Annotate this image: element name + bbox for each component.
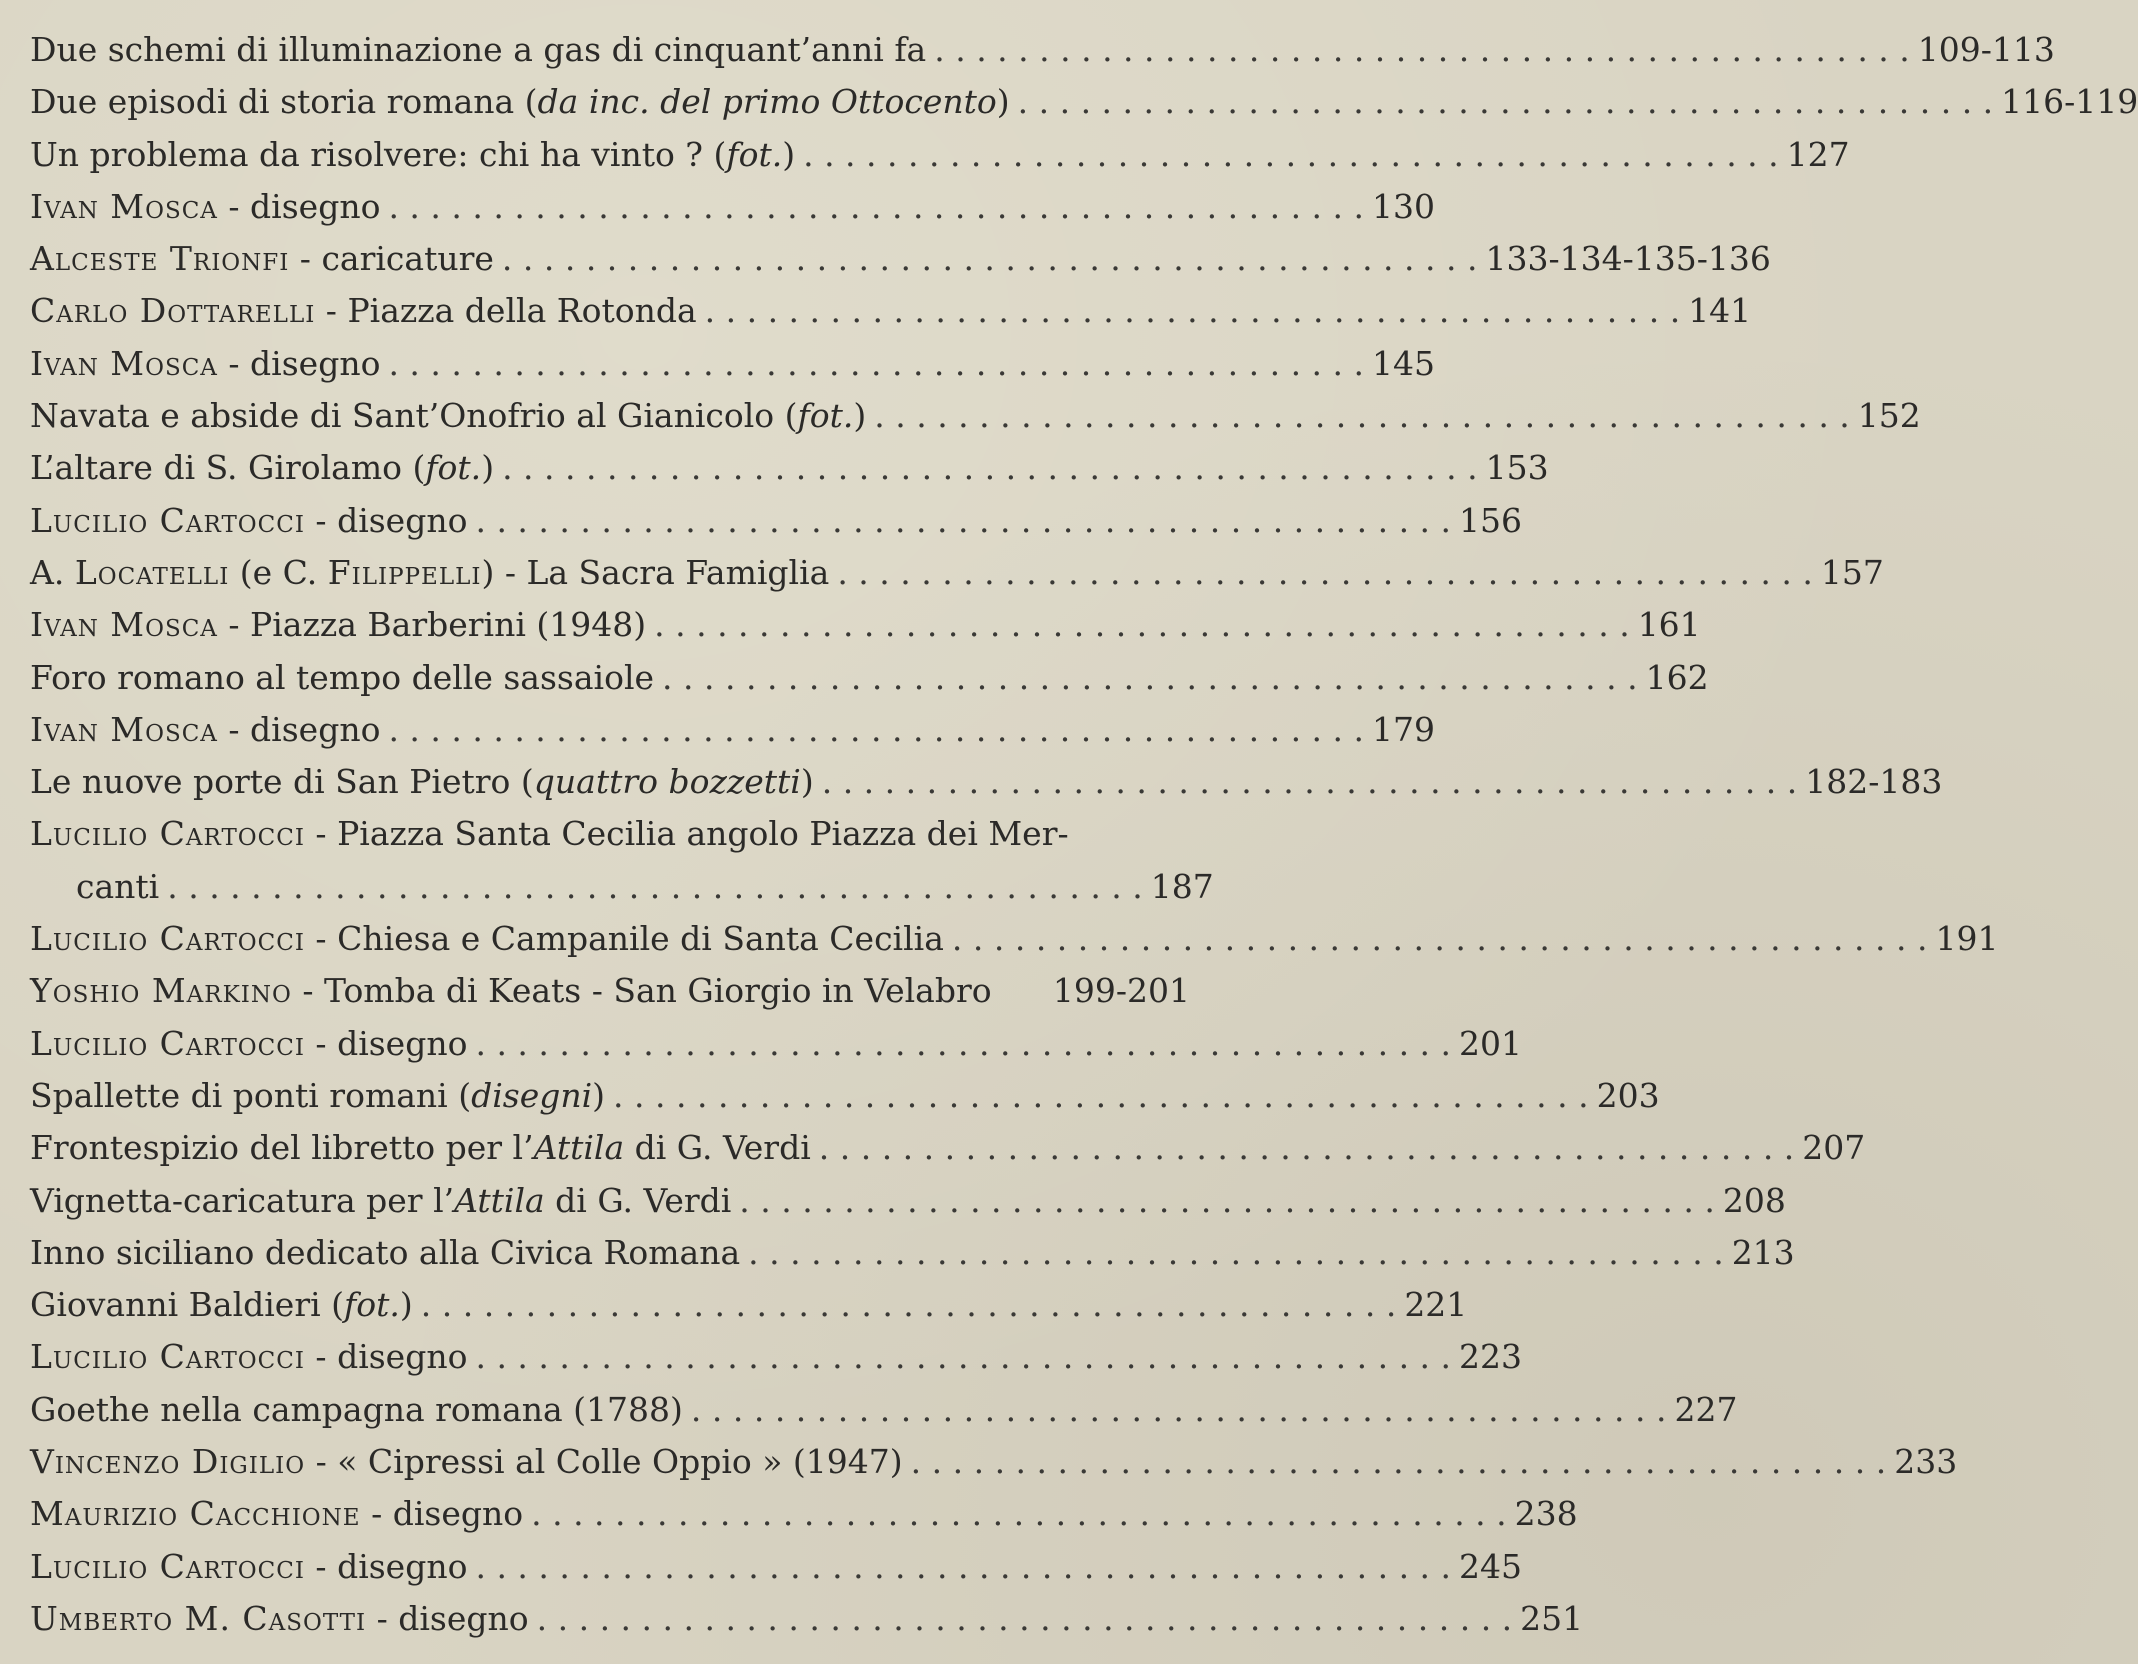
title-text: ) xyxy=(996,82,1010,122)
title-text: Vignetta-caricatura per l’ xyxy=(30,1180,455,1220)
page-number: 141 xyxy=(1688,291,1752,331)
author-name: Ivan Mosca xyxy=(30,605,218,645)
page-number: 109-113 xyxy=(1917,30,2055,69)
page-number: 157 xyxy=(1820,552,1884,592)
italic-text: fot. xyxy=(344,1285,400,1325)
title-text: - disegno xyxy=(217,343,381,383)
title-text: Inno siciliano dedicato alla Civica Romana xyxy=(30,1232,741,1272)
dot-leader: . . . . . . . . . . . . . . . . . . . . . . . . . . . . . . . . . . . . . . . . . . . . . . . xyxy=(662,657,1638,697)
title-text: Spallette di ponti romani ( xyxy=(30,1075,472,1115)
toc-entry xyxy=(30,442,1549,494)
page-number: 162 xyxy=(1645,657,1709,697)
page-number: 238 xyxy=(1514,1494,1578,1534)
entry-title xyxy=(30,1331,467,1383)
page-number: 153 xyxy=(1485,448,1549,488)
toc-entry xyxy=(30,1593,1584,1645)
toc-entry xyxy=(30,1541,1523,1593)
italic-text: quattro bozzetti xyxy=(533,762,801,802)
author-name: Lucilio Cartocci xyxy=(30,814,305,854)
title-text: canti xyxy=(76,866,160,906)
entry-title xyxy=(30,24,926,76)
title-text: - disegno xyxy=(366,1598,529,1638)
page-number: 116-119 xyxy=(2001,82,2138,122)
entry-title xyxy=(30,652,654,704)
italic-text: Attila xyxy=(533,1128,625,1168)
page-number: 251 xyxy=(1520,1598,1584,1638)
toc-entry xyxy=(30,285,1752,337)
title-text: (e C. xyxy=(229,552,328,592)
entry-title xyxy=(30,1070,605,1122)
toc-entry xyxy=(30,1175,1786,1227)
title-text: L’altare di S. Girolamo ( xyxy=(30,448,426,488)
dot-leader: . . . . . . . . . . . . . . . . . . . . . . . . . . . . . . . . . . . . . . . . . . . . . . . xyxy=(690,1389,1667,1429)
entry-title xyxy=(30,495,467,547)
title-text: ) xyxy=(800,762,814,802)
author-name: Yoshio Markino xyxy=(30,971,292,1011)
dot-leader: . . . . . . . . . . . . . . . . . . . . . . . . . . . . . . . . . . . . . . . . . . . . . . . xyxy=(531,1494,1507,1534)
author-name: Lucilio Cartocci xyxy=(30,919,305,959)
title-text: - disegno xyxy=(304,1023,468,1063)
author-name: Umberto M. Casotti xyxy=(30,1598,367,1638)
page-number: 223 xyxy=(1459,1337,1523,1377)
page-number: 156 xyxy=(1459,500,1523,540)
title-text: ) xyxy=(782,134,796,174)
author-name: Filippelli xyxy=(327,552,482,592)
author-name: Lucilio Cartocci xyxy=(30,1546,305,1586)
title-text: - disegno xyxy=(217,186,381,226)
toc-entry xyxy=(30,129,1850,181)
title-text: - caricature xyxy=(289,239,494,279)
dot-leader: . . . . . . . . . . . . . . . . . . . . . . . . . . . . . . . . . . . . . . . . . . . . . . . xyxy=(613,1075,1589,1115)
entry-title xyxy=(30,913,944,965)
dot-leader: . . . . . . . . . . . . . . . . . . . . . . . . . . . . . . . . . . . . . . . . . . . . . . . xyxy=(654,605,1630,645)
toc-entry xyxy=(30,233,1771,285)
author-name: Maurizio Cacchione xyxy=(30,1494,361,1534)
entry-title xyxy=(30,808,1069,860)
entry-title xyxy=(30,285,697,337)
title-text: Goethe nella campagna romana (1788) xyxy=(30,1389,683,1429)
toc-entry xyxy=(30,1227,1795,1279)
italic-text: fot. xyxy=(797,396,854,436)
italic-text: Attila xyxy=(454,1180,545,1220)
page-number: 201 xyxy=(1459,1023,1523,1063)
title-text: Due episodi di storia romana ( xyxy=(30,82,538,122)
page-number: 133-134-135-136 xyxy=(1485,239,1771,279)
title-text: - disegno xyxy=(304,500,468,540)
dot-leader: . . . . . . . . . . . . . . . . . . . . . . . . . . . . . . . . . . . . . . . . . . . . . . . xyxy=(475,1546,1452,1586)
entry-title xyxy=(30,233,494,285)
title-text: - disegno xyxy=(304,1337,468,1377)
author-name: Ivan Mosca xyxy=(30,343,218,383)
dot-leader: . . . . . . . . . . . . . . . . . . . . . . . . . . . . . . . . . . . . . . . . . . . . . . . xyxy=(420,1285,1397,1325)
page-number: 179 xyxy=(1372,709,1435,749)
title-text: ) - La Sacra Famiglia xyxy=(481,552,830,592)
toc-entry xyxy=(30,24,2055,76)
title-text: - disegno xyxy=(304,1546,468,1586)
entry-title xyxy=(76,861,159,913)
title-text: ) xyxy=(853,396,867,436)
page-number: 127 xyxy=(1786,134,1850,174)
author-name: Locatelli xyxy=(74,552,230,592)
title-text: - Tomba di Keats - San Giorgio in Velabro xyxy=(291,971,992,1011)
title-text: - « Cipressi al Colle Oppio » (1947) xyxy=(305,1442,903,1482)
title-text: di G. Verdi xyxy=(624,1128,811,1168)
toc-entry xyxy=(30,756,1943,808)
title-text: Frontespizio del libretto per l’ xyxy=(30,1128,534,1168)
entry-title xyxy=(30,1384,683,1436)
title-text: - disegno xyxy=(360,1494,524,1534)
toc-entry xyxy=(30,1331,1523,1383)
toc-entry xyxy=(30,547,1884,599)
italic-text: disegni xyxy=(471,1075,593,1115)
title-text: di G. Verdi xyxy=(544,1180,732,1220)
title-text: Giovanni Baldieri ( xyxy=(30,1285,345,1325)
entry-title xyxy=(30,547,829,599)
title-text: Navata e abside di Sant’Onofrio al Gianicolo ( xyxy=(30,396,798,436)
toc-entry xyxy=(30,599,1701,651)
dot-leader: . . . . . . . . . . . . . . . . . . . . . . . . . . . . . . . . . . . . . . . . . . . . . . . xyxy=(837,552,1813,592)
page-number: 161 xyxy=(1637,605,1701,645)
toc-entry xyxy=(30,1436,1958,1488)
dot-leader: . . . . . . . . . . . . . . . . . . . . . . . . . . . . . . . . . . . . . . . . . . . . . . . xyxy=(475,1023,1452,1063)
page-number: 182-183 xyxy=(1805,762,1943,802)
toc-entry xyxy=(30,1122,1866,1174)
dot-leader: . . . . . . . . . . . . . . . . . . . . . . . . . . . . . . . . . . . . . . . . . . . . . . . xyxy=(818,1128,1795,1168)
author-name: Lucilio Cartocci xyxy=(30,1337,305,1377)
toc-entry xyxy=(30,495,1523,547)
toc-entry xyxy=(30,1018,1523,1070)
page-number: 203 xyxy=(1596,1075,1660,1115)
author-name: Lucilio Cartocci xyxy=(30,1023,305,1063)
entry-title xyxy=(30,965,992,1017)
entry-title xyxy=(30,338,380,390)
dot-leader: . . . . . . . . . . . . . . . . . . . . . . . . . . . . . . . . . . . . . . . . . . . . . . . xyxy=(934,30,1910,69)
entry-title xyxy=(30,442,494,494)
entry-title xyxy=(30,1227,740,1279)
page-number: 208 xyxy=(1722,1180,1786,1220)
entry-title xyxy=(30,1436,903,1488)
italic-text: da inc. del primo Ottocento xyxy=(537,82,997,122)
dot-leader: . . . . . . . . . . . . . . . . . . . . . . . . . . . . . . . . . . . . . . . . . . . . . . . xyxy=(951,919,1928,959)
dot-leader: . . . . . . . . . . . . . . . . . . . . . . . . . . . . . . . . . . . . . . . . . . . . . . . xyxy=(388,709,1364,749)
author-name: Vincenzo Digilio xyxy=(30,1442,306,1482)
dot-leader: . . . . . . . . . . . . . . . . . . . . . . . . . . . . . . . . . . . . . . . . . . . . . . . xyxy=(910,1442,1887,1482)
dot-leader: . . . . . . . . . . . . . . . . . . . . . . . . . . . . . . . . . . . . . . . . . . . . . . . xyxy=(704,291,1681,331)
toc-entry xyxy=(30,1070,1660,1122)
title-text: ) xyxy=(592,1075,606,1115)
dot-leader: . . . . . . . . . . . . . . . . . . . . . . . . . . . . . . . . . . . . . . . . . . . . . . . xyxy=(475,1337,1452,1377)
toc-entry xyxy=(30,1488,1578,1540)
dot-leader: . . . . . . . . . . . . . . . . . . . . . . . . . . . . . . . . . . . . . . . . . . . . . . . xyxy=(874,396,1850,436)
title-text: Due schemi di illuminazione a gas di cinquant’anni fa xyxy=(30,30,927,69)
entry-title xyxy=(30,704,380,756)
title-text: - Piazza Barberini (1948) xyxy=(217,605,647,645)
dot-leader: . . . . . . . . . . . . . . . . . . . . . . . . . . . . . . . . . . . . . . . . . . . . . . . xyxy=(748,1232,1724,1272)
page-number: 227 xyxy=(1674,1389,1738,1429)
dot-leader: . . . . . . . . . . . . . . . . . . . . . . . . . . . . . . . . . . . . . . . . . . . . . . . xyxy=(502,448,1478,488)
title-text: - Piazza della Rotonda xyxy=(315,291,697,331)
title-text: ) xyxy=(481,448,495,488)
entry-title xyxy=(30,1488,523,1540)
dot-leader: . . . . . . . . . . . . . . . . . . . . . . . . . . . . . . . . . . . . . . . . . . . . . . . xyxy=(388,186,1364,226)
author-name: Ivan Mosca xyxy=(30,186,218,226)
entry-title xyxy=(30,756,814,808)
toc-entry xyxy=(30,390,1921,442)
dot-leader: . . . . . . . . . . . . . . . . . . . . . . . . . . . . . . . . . . . . . . . . . . . . . . . xyxy=(475,500,1452,540)
title-text: - Chiesa e Campanile di Santa Cecilia xyxy=(304,919,944,959)
italic-text: fot. xyxy=(726,134,783,174)
entry-title xyxy=(30,1541,467,1593)
toc-entry xyxy=(30,1279,1468,1331)
page-number: 191 xyxy=(1935,919,1999,959)
entry-title xyxy=(30,76,1010,128)
title-text: - disegno xyxy=(217,709,381,749)
title-text: Un problema da risolvere: chi ha vinto ? ( xyxy=(30,134,727,174)
page-number: 152 xyxy=(1857,396,1921,436)
dot-leader: . . . . . . . . . . . . . . . . . . . . . . . . . . . . . . . . . . . . . . . . . . . . . . . xyxy=(501,239,1478,279)
entry-title xyxy=(30,181,380,233)
page-number: 145 xyxy=(1372,343,1435,383)
page-number: 245 xyxy=(1459,1546,1523,1586)
title-text: ) xyxy=(399,1285,413,1325)
toc-entry xyxy=(30,338,1435,390)
entry-title xyxy=(30,1018,467,1070)
title-text: Foro romano al tempo delle sassaiole xyxy=(30,657,655,697)
entry-title xyxy=(30,1279,413,1331)
entry-title xyxy=(30,599,646,651)
toc-entry xyxy=(30,704,1435,756)
title-text: Le nuove porte di San Pietro ( xyxy=(30,762,534,802)
toc-entry xyxy=(30,652,1709,704)
page-number: 207 xyxy=(1802,1128,1866,1168)
toc-entry xyxy=(30,913,1999,965)
dot-leader: . . . . . . . . . . . . . . . . . . . . . . . . . . . . . . . . . . . . . . . . . . . . . . . xyxy=(1017,82,1994,122)
entry-title xyxy=(30,129,795,181)
page-number: 199-201 xyxy=(1052,971,1190,1011)
italic-text: fot. xyxy=(425,448,482,488)
dot-leader: . . . . . . . . . . . . . . . . . . . . . . . . . . . . . . . . . . . . . . . . . . . . . . . xyxy=(739,1180,1715,1220)
entry-title xyxy=(30,1175,731,1227)
dot-leader: . . . . . . . . . . . . . . . . . . . . . . . . . . . . . . . . . . . . . . . . . . . . . . . xyxy=(536,1598,1513,1638)
entry-title xyxy=(30,1122,811,1174)
dot-leader: . . . . . . . . . . . . . . . . . . . . . . . . . . . . . . . . . . . . . . . . . . . . . . . xyxy=(388,343,1364,383)
title-text: - Piazza Santa Cecilia angolo Piazza dei Mer- xyxy=(304,814,1069,854)
toc-entry xyxy=(30,965,1190,1017)
entry-title xyxy=(30,390,866,442)
dot-leader: . . . . . . . . . . . . . . . . . . . . . . . . . . . . . . . . . . . . . . . . . . . . . . . xyxy=(821,762,1798,802)
toc-entry xyxy=(30,808,1190,860)
illustrations-index xyxy=(30,24,2138,1645)
author-name: Ivan Mosca xyxy=(30,709,218,749)
page-number: 213 xyxy=(1731,1232,1795,1272)
page-number: 130 xyxy=(1372,186,1435,226)
author-name: Lucilio Cartocci xyxy=(30,500,305,540)
toc-entry xyxy=(30,181,1435,233)
author-name: Alceste Trionfi xyxy=(30,239,290,279)
page-number: 187 xyxy=(1150,866,1214,906)
toc-entry xyxy=(30,76,2138,128)
title-text: A. xyxy=(30,552,75,592)
toc-entry xyxy=(30,861,1214,913)
author-name: Carlo Dottarelli xyxy=(30,291,316,331)
page-number: 233 xyxy=(1894,1442,1958,1482)
dot-leader: . . . . . . . . . . . . . . . . . . . . . . . . . . . . . . . . . . . . . . . . . . . . . . . xyxy=(167,866,1143,906)
page-number: 221 xyxy=(1404,1285,1468,1325)
entry-title xyxy=(30,1593,529,1645)
toc-entry xyxy=(30,1384,1738,1436)
dot-leader: . . . . . . . . . . . . . . . . . . . . . . . . . . . . . . . . . . . . . . . . . . . . . . . xyxy=(803,134,1779,174)
